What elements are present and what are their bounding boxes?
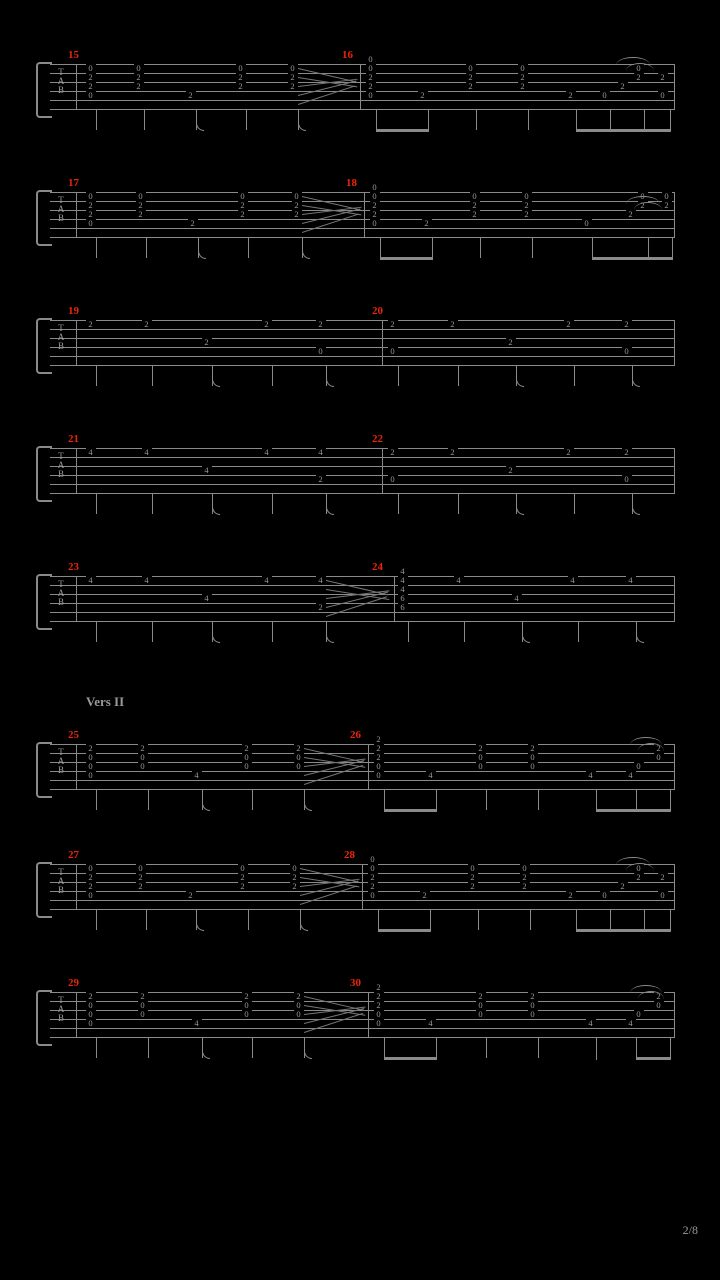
measure-number: 27	[68, 849, 79, 861]
tab-staff	[50, 64, 675, 112]
rake-strum	[304, 744, 366, 790]
measure-number: 21	[68, 433, 79, 445]
measure-number: 15	[68, 49, 79, 61]
measure-number: 23	[68, 561, 79, 573]
measure-number: 28	[344, 849, 355, 861]
measure-number: 24	[372, 561, 383, 573]
rake-strum	[304, 992, 366, 1038]
measure-number: 26	[350, 729, 361, 741]
tab-clef: T A B	[57, 579, 65, 608]
measure-number: 30	[350, 977, 361, 989]
measure-number: 17	[68, 177, 79, 189]
section-label-vers-ii: Vers II	[86, 694, 125, 709]
measure-number: 22	[372, 433, 383, 445]
rake-strum	[302, 192, 362, 238]
tab-clef: T A B	[57, 323, 65, 352]
tab-clef: T A B	[57, 195, 65, 224]
tab-page: T A B 15 16 0 2 2 0 0 2 2 2 0 2 2 0 2 2 0 2 2 0 0 2 0 2 2 0 2 2 2 0 2 0 2 2 0 T A B 17 18 0 2 2 0 0 2 2 2 0 2 2 0 2 2 0 0 2 2 0 2 0 2 2 0 2 2 0 2 0 2 2 0 T A B 19 20 2 2 2 2 2 0 2 0 2 2 2 2 0 T A B 21 22 4 4 4 4 4 2 2 0 2 2 2 2 0 T A B 23 24 4 4 4 4 4 2 4 4 4 6 6 4 4 4 4 Vers II T A B 25 26 2 0 0 0 2 0 0 4 2 0 0 2 0 0 2 2 2 0 0 4 2 0 0 2 0 0 4 4 0 2 0 T A B 27 28 0 2 2 0 0 2 2 2 0 2 2 0 2 2 0 0 2 2 0 2 0 2 2 0 2 2 2 0 2 0 2 2 0 T A B 29 30 2 0 0 0 2 0 0 4 2 0 0 2 0 0 2 2 2 0 0 4 2 0 0 2 0 0 4 4 0 2 0 2/8	[0, 0, 720, 1280]
rake-strum	[300, 864, 360, 910]
tab-clef: T A B	[57, 867, 65, 896]
tab-clef: T A B	[57, 995, 65, 1024]
measure-number: 25	[68, 729, 79, 741]
tab-clef: T A B	[57, 451, 65, 480]
tab-clef: T A B	[57, 67, 65, 96]
rake-strum	[298, 64, 358, 110]
rake-strum	[326, 576, 390, 622]
tab-clef: T A B	[57, 747, 65, 776]
measure-number: 19	[68, 305, 79, 317]
page-number: 2/8	[682, 1223, 698, 1237]
measure-number: 16	[342, 49, 353, 61]
measure-number: 29	[68, 977, 79, 989]
measure-number: 20	[372, 305, 383, 317]
measure-number: 18	[346, 177, 357, 189]
